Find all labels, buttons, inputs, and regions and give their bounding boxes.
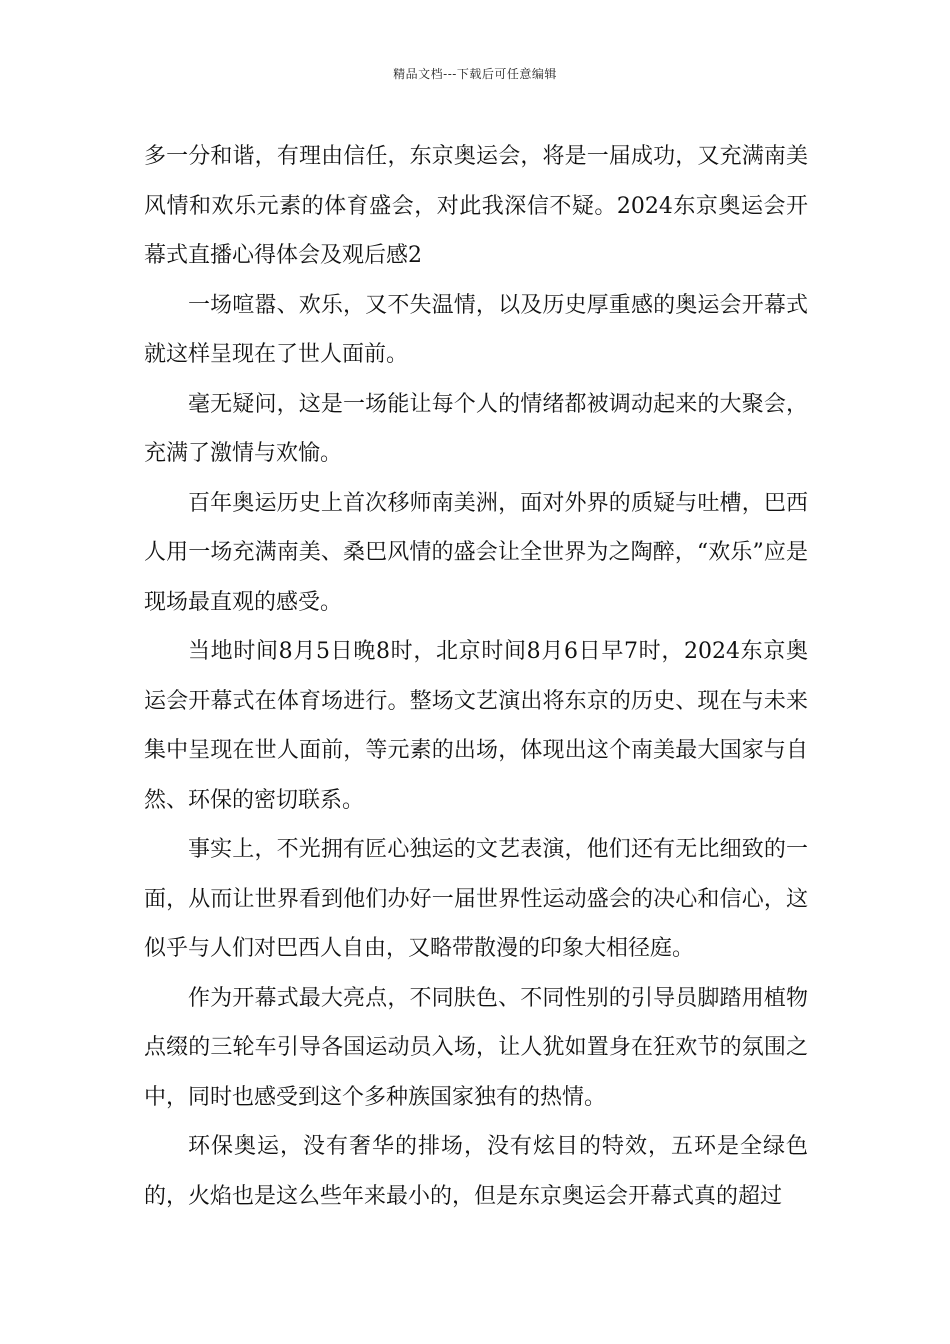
document-body	[144, 132, 808, 1221]
page-header: 精品文档---下载后可任意编辑	[393, 67, 557, 81]
paragraph-5: 当地时间8月5日晚8时，北京时间8月6日早7时，2024东京奥运会开幕式在体育场进行。整场文艺演出将东京的历史、现在与未来集中呈现在世人面前，等元素的出场，体现出这个南美最大国家与自然、环保的密切联系。	[144, 639, 808, 813]
paragraph-1: 多一分和谐，有理由信任，东京奥运会，将是一届成功，又充满南美风情和欢乐元素的体育盛会，对此我深信不疑。2024东京奥运会开幕式直播心得体会及观后感2	[144, 144, 808, 268]
paragraph-4: 百年奥运历史上首次移师南美洲，面对外界的质疑与吐槽，巴西人用一场充满南美、桑巴风情的盛会让全世界为之陶醉，“欢乐”应是现场最直观的感受。	[144, 490, 808, 615]
paragraph-7: 作为开幕式最大亮点，不同肤色、不同性别的引导员脚踏用植物点缀的三轮车引导各国运动员入场，让人犹如置身在狂欢节的氛围之中，同时也感受到这个多种族国家独有的热情。	[144, 985, 808, 1110]
paragraph-3: 毫无疑问，这是一场能让每个人的情绪都被调动起来的大聚会，充满了激情与欢愉。	[144, 391, 808, 466]
paragraph-6: 事实上，不光拥有匠心独运的文艺表演，他们还有无比细致的一面，从而让世界看到他们办好一届世界性运动盛会的决心和信心，这似乎与人们对巴西人自由，又略带散漫的印象大相径庭。	[144, 837, 808, 961]
paragraph-8: 环保奥运，没有奢华的排场，没有炫目的特效，五环是全绿色的，火焰也是这么些年来最小的，但是东京奥运会开幕式真的超过	[144, 1134, 808, 1209]
paragraph-2: 一场喧嚣、欢乐，又不失温情，以及历史厚重感的奥运会开幕式就这样呈现在了世人面前。	[144, 292, 808, 367]
